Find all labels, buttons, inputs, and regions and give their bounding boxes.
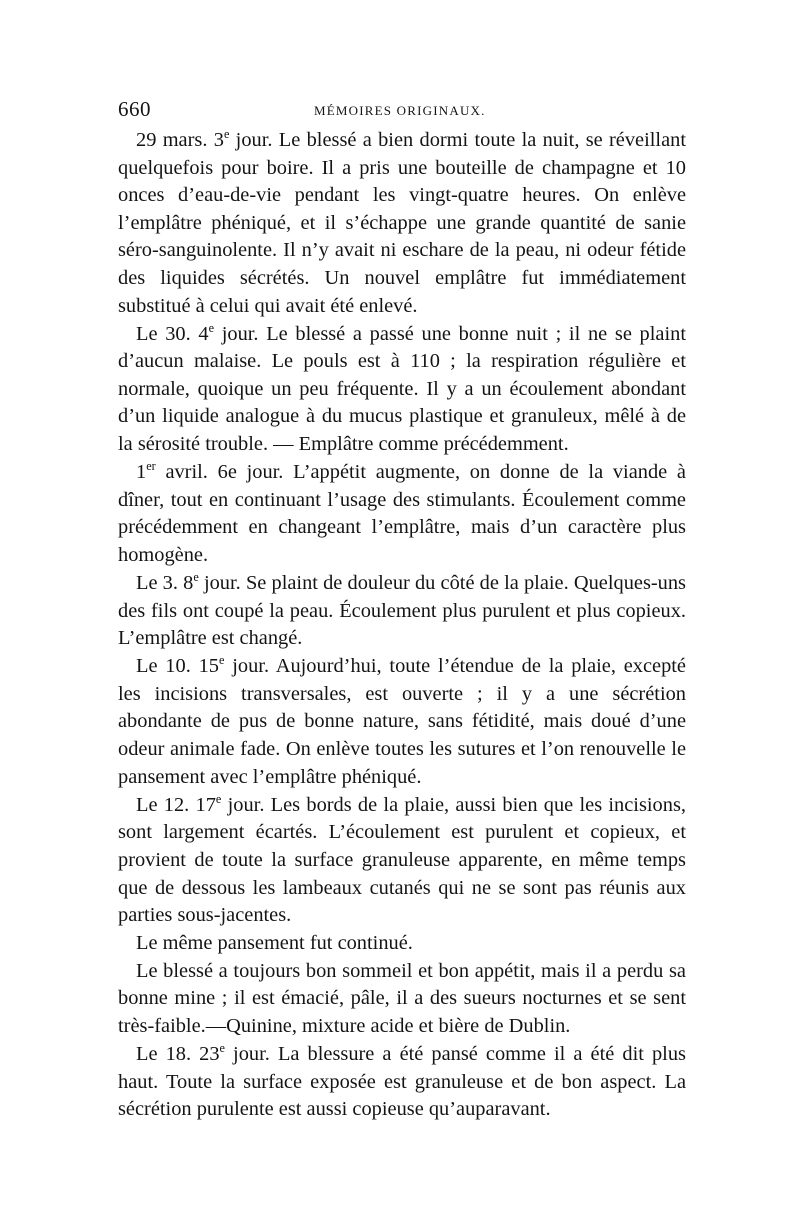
paragraph-lead: 29 mars. 3 [136,129,224,151]
ordinal-suffix: e [208,320,215,335]
paragraph-29-mars [118,127,686,320]
paragraph-1-avril [118,459,686,569]
paragraph-le-3 [118,570,686,653]
paragraph-text: jour. Les bords de la plaie, aussi bien que les incisions, sont largement écartés. L’écoulement est purulent et copieux, et provient de toute la surface granuleuse apparente, en même temps que de dessous les lambeaux cutanés qui ne se sont pas réunis aux parties sous-jacentes. [118,793,686,927]
paragraph-text: jour. Aujourd’hui, toute l’étendue de la plaie, excepté les incisions transversales, est ouverte ; il y a une sécrétion abondante de pus de bonne nature, sans fétidité, mais doué d’une odeur animale fade. On enlève toutes les sutures et l’on renouvelle le pansement avec l’emplâtre phéniqué. [118,655,686,788]
page-number: 660 [118,97,151,121]
ordinal-suffix: e [193,570,199,585]
paragraph-lead: 1 [136,461,147,484]
paragraph-lead: Le 30. 4 [136,322,209,345]
paragraph-le-10 [118,653,686,791]
page-header [118,97,686,127]
ordinal-suffix: e [223,127,230,142]
paragraph-le-18 [118,1041,686,1124]
paragraph-meme-pansement [118,930,686,958]
paragraph-text: avril. 6e jour. L’appétit augmente, on donne de la viande à dîner, tout en continuant l’usage des stimulants. Écoulement comme précédemment en changeant l’emplâtre, mais d’un caractère plus homogène. [118,461,686,566]
paragraph-text: jour. Se plaint de douleur du côté de la plaie. Quelques-uns des fils ont coupé la peau. Écoulement plus purulent et plus copieux. L’emplâtre est changé. [118,572,686,650]
paragraph-text: jour. Le blessé a passé une bonne nuit ; il ne se plaint d’aucun malaise. Le pouls est à 110 ; la respiration régulière et normale, quoique un peu fréquente. Il y a un écoulement abondant d’un liquide analogue à du mucus plastique et granuleux, mêlé à de la sérosité trouble. — Emplâtre comme précédemment. [118,322,686,456]
paragraph-le-30 [118,321,686,459]
paragraph-lead: Le 12. 17 [136,793,216,816]
paragraph-blesse-sommeil [118,958,686,1041]
ordinal-suffix: e [218,653,225,668]
body-text [118,127,686,1124]
ordinal-suffix: e [219,1041,225,1056]
paragraph-lead: Le 10. 15 [136,655,219,678]
running-title: MÉMOIRES ORIGINAUX. [314,103,486,118]
ordinal-suffix: e [215,791,222,806]
paragraph-text: jour. La blessure a été pansé comme il a été dit plus haut. Toute la surface exposée est granuleuse et de bon aspect. La sécrétion purulente est aussi copieuse qu’auparavant. [118,1043,686,1121]
paragraph-lead: Le 18. 23 [136,1043,220,1066]
paragraph-le-12 [118,792,686,930]
paragraph-text: Le blessé a toujours bon sommeil et bon appétit, mais il a perdu sa bonne mine ; il est émacié, pâle, il a des sueurs nocturnes et se sent très-faible.—Quinine, mixture acide et bière de Dublin. [118,959,686,1037]
ordinal-suffix: er [146,459,156,474]
paragraph-lead: Le 3. 8 [136,572,194,594]
paragraph-text: jour. Le blessé a bien dormi toute la nuit, se réveillant quelquefois pour boire. Il a pris une bouteille de champagne et 10 onces d’eau-de-vie pendant les vingt-quatre heures. On enlève l’emplâtre phéniqué, et il s’échappe une grande quantité de sanie séro-sanguinolente. Il n’y avait ni eschare de la peau, ni odeur fétide des liquides sécrétés. Un nouvel emplâtre fut immédiatement substitué à celui qui avait été enlevé. [118,129,686,317]
paragraph-text: Le même pansement fut continué. [136,931,413,954]
